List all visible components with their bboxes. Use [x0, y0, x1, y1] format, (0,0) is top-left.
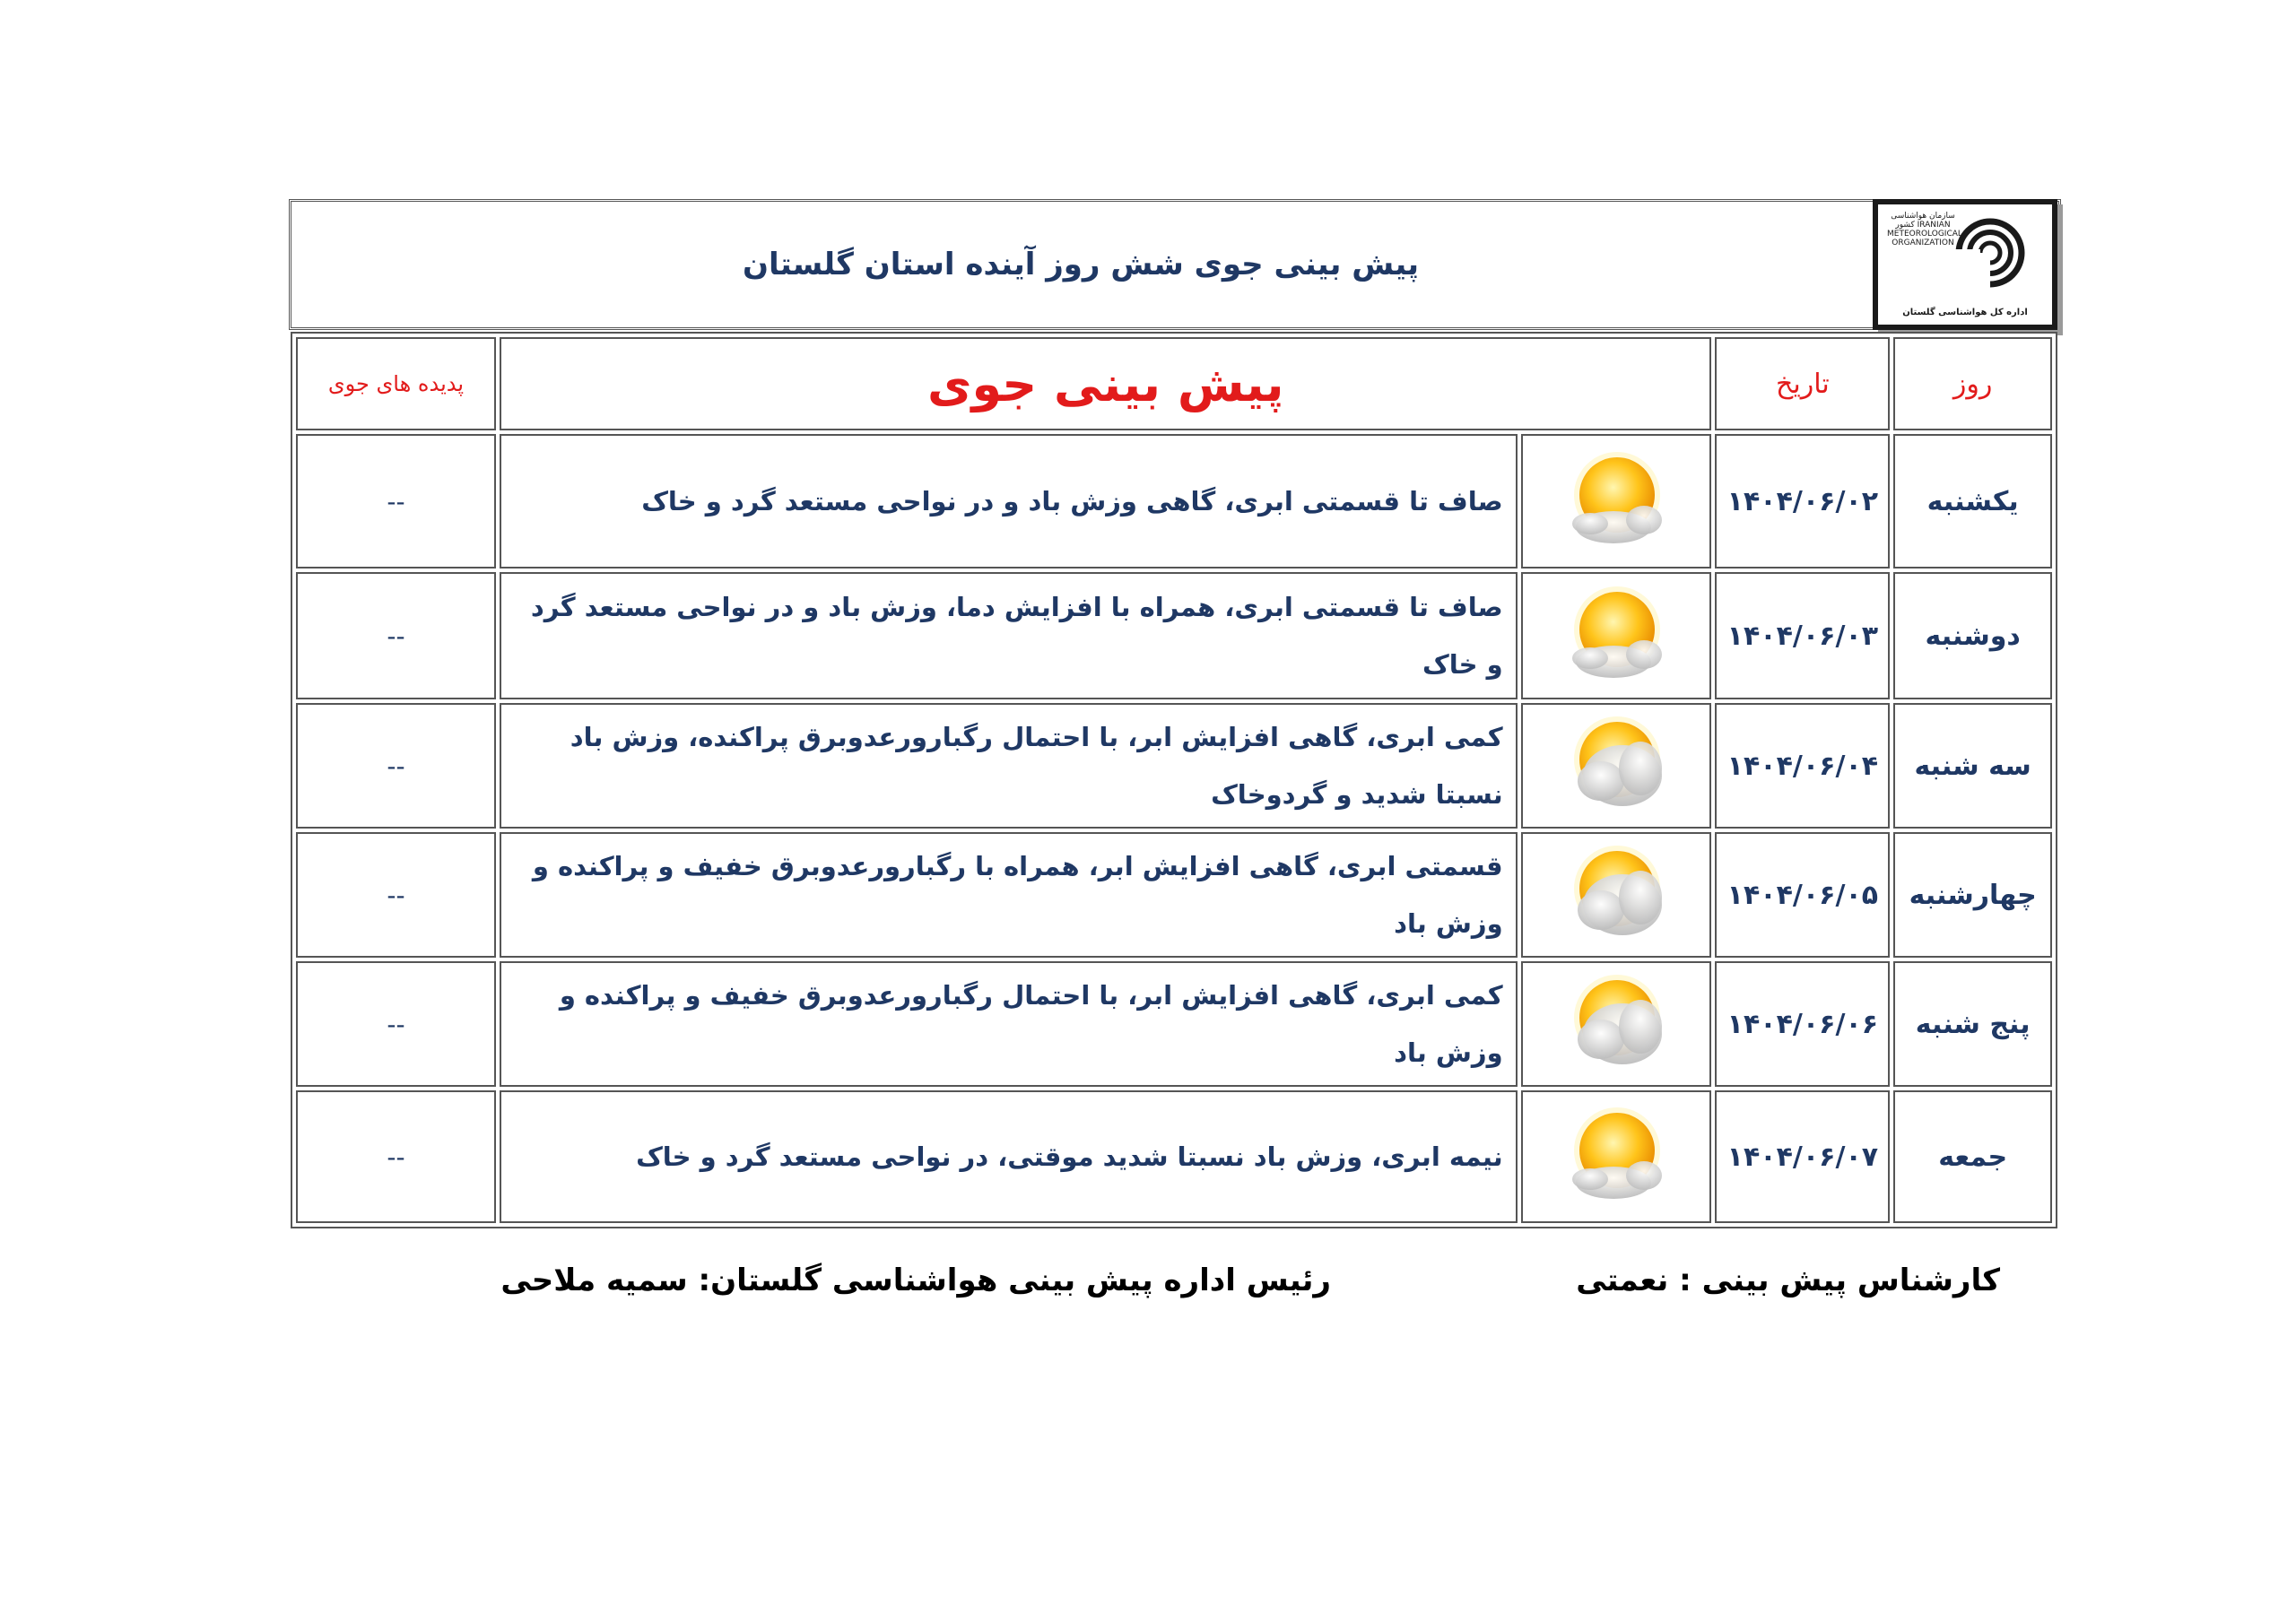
- table-row: [296, 832, 2052, 958]
- date-cell: ۱۴۰۴/۰۶/۰۲: [1715, 434, 1890, 568]
- day-cell: دوشنبه: [1893, 572, 2052, 699]
- weather-icon-cell: [1521, 703, 1712, 829]
- chief-signature: رئیس اداره پیش بینی هواشناسی گلستان: سمیه ملاحی: [500, 1263, 1331, 1298]
- phenomena-cell: --: [296, 832, 496, 958]
- forecast-text-cell: کمی ابری، گاهی افزایش ابر، با احتمال رگبارورعدوبرق خفیف و پراکنده و وزش باد: [500, 961, 1518, 1087]
- phenomena-cell: --: [296, 703, 496, 829]
- weather-icon-cell: [1521, 832, 1712, 958]
- date-cell: ۱۴۰۴/۰۶/۰۳: [1715, 572, 1890, 699]
- date-cell: ۱۴۰۴/۰۶/۰۷: [1715, 1090, 1890, 1223]
- phenomena-cell: --: [296, 572, 496, 699]
- header-date: تاریخ: [1715, 337, 1890, 430]
- day-cell: چهارشنبه: [1893, 832, 2052, 958]
- forecast-text-cell: قسمتی ابری، گاهی افزایش ابر، همراه با رگبارورعدوبرق خفیف و پراکنده و وزش باد: [500, 832, 1518, 958]
- organization-logo: [1873, 199, 2057, 330]
- phenomena-cell: --: [296, 961, 496, 1087]
- forecast-table: [291, 332, 2057, 1228]
- cloudy-sun-icon: [1558, 835, 1674, 951]
- date-cell: ۱۴۰۴/۰۶/۰۵: [1715, 832, 1890, 958]
- day-cell: سه شنبه: [1893, 703, 2052, 829]
- phenomena-cell: --: [296, 434, 496, 568]
- forecast-text-cell: صاف تا قسمتی ابری، همراه با افزایش دما، وزش باد و در نواحی مستعد گرد و خاک: [500, 572, 1518, 699]
- weather-icon-cell: [1521, 434, 1712, 568]
- table-row: [296, 961, 2052, 1087]
- logo-text-top: سازمان هواشناسی کشور IRANIAN METEOROLOGICAL ORGANIZATION: [1887, 212, 1962, 247]
- weather-icon-cell: [1521, 961, 1712, 1087]
- weather-icon-cell: [1521, 572, 1712, 699]
- phenomena-cell: --: [296, 1090, 496, 1223]
- partly-cloudy-sun-icon: [1558, 576, 1674, 692]
- partly-cloudy-sun-icon: [1558, 1097, 1674, 1213]
- date-cell: ۱۴۰۴/۰۶/۰۶: [1715, 961, 1890, 1087]
- table-row: [296, 703, 2052, 829]
- cloudy-sun-icon: [1558, 964, 1674, 1081]
- table-row: [296, 434, 2052, 568]
- header-phenomena: پدیده های جوی: [296, 337, 496, 430]
- logo-text-bottom: اداره کل هواشناسی گلستان: [1902, 308, 2028, 317]
- table-row: [296, 572, 2052, 699]
- forecast-text-cell: نیمه ابری، وزش باد نسبتا شدید موقتی، در نواحی مستعد گرد و خاک: [500, 1090, 1518, 1223]
- header-day: روز: [1893, 337, 2052, 430]
- partly-cloudy-sun-icon: [1558, 441, 1674, 558]
- day-cell: پنج شنبه: [1893, 961, 2052, 1087]
- forecaster-signature: کارشناس پیش بینی : نعمتی: [1576, 1263, 2000, 1298]
- forecast-text-cell: صاف تا قسمتی ابری، گاهی وزش باد و در نواحی مستعد گرد و خاک: [500, 434, 1518, 568]
- table-body: [296, 434, 2052, 1223]
- page-title: پیش بینی جوی شش روز آینده استان گلستان: [743, 247, 1419, 282]
- table-row: [296, 1090, 2052, 1223]
- cloudy-sun-icon: [1558, 706, 1674, 822]
- day-cell: یکشنبه: [1893, 434, 2052, 568]
- table-header-row: [296, 337, 2052, 430]
- date-cell: ۱۴۰۴/۰۶/۰۴: [1715, 703, 1890, 829]
- weather-icon-cell: [1521, 1090, 1712, 1223]
- header-forecast: پیش بینی جوی: [500, 337, 1712, 430]
- forecast-text-cell: کمی ابری، گاهی افزایش ابر، با احتمال رگبارورعدوبرق پراکنده، وزش باد نسبتا شدید و گردوخاک: [500, 703, 1518, 829]
- day-cell: جمعه: [1893, 1090, 2052, 1223]
